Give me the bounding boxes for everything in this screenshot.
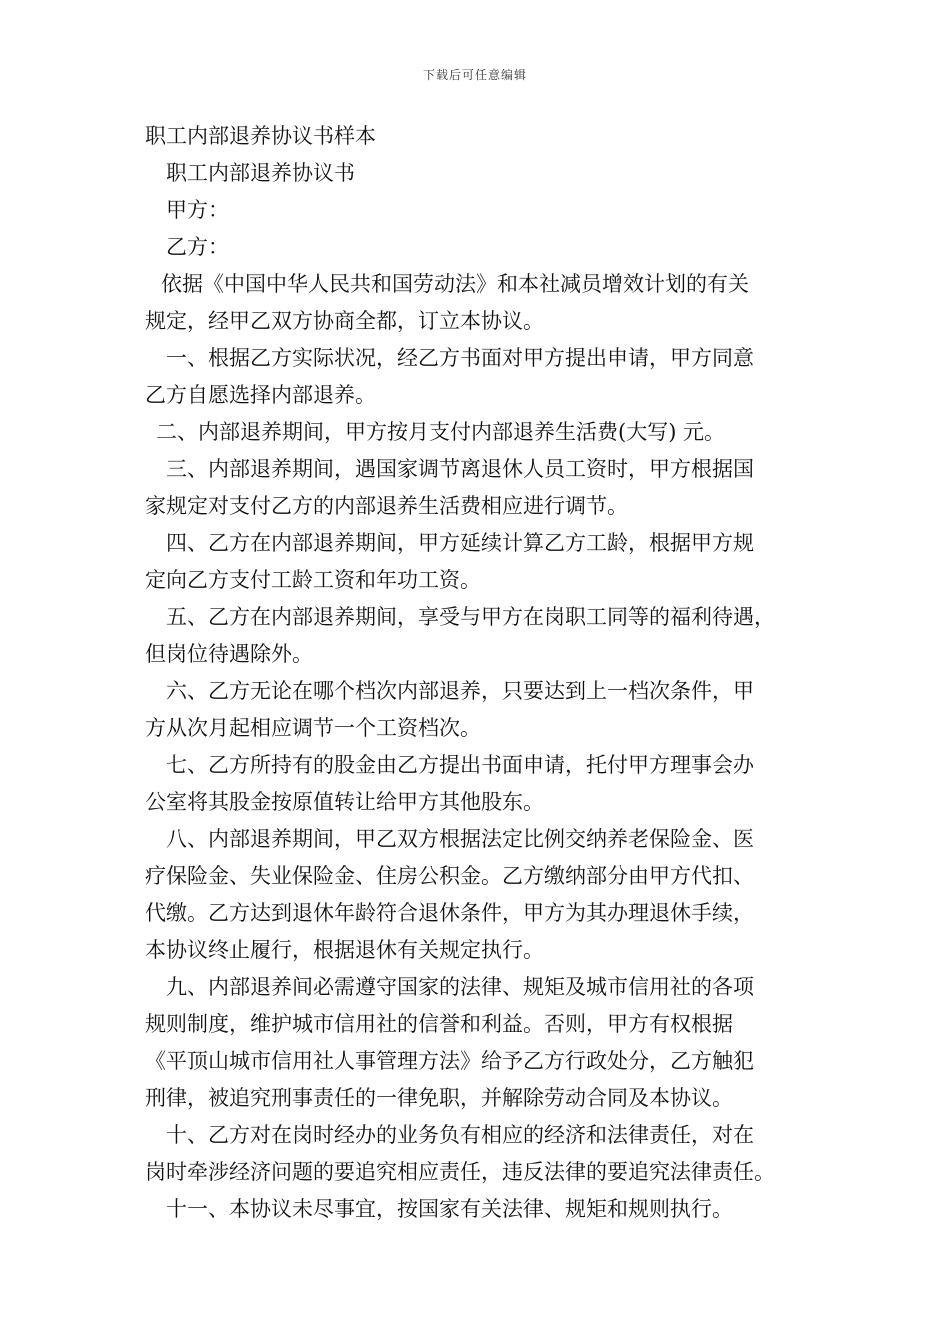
- clause-line: 八、内部退养期间，甲乙双方根据法定比例交纳养老保险金、医: [166, 827, 754, 851]
- clause-line: 代缴。乙方达到退休年龄符合退休条件，甲方为其办理退休手续，: [145, 901, 754, 925]
- agreement-clauses: [145, 266, 815, 1228]
- clause-line: 规则制度，维护城市信用社的信誉和利益。否则，甲方有权根据: [145, 1012, 733, 1036]
- clause-line: 十一、本协议未尽事宜，按国家有关法律、规矩和规则执行。: [166, 1197, 733, 1221]
- clause-line: 家规定对支付乙方的内部退养生活费相应进行调节。: [145, 494, 628, 518]
- clause-line: 七、乙方所持有的股金由乙方提出书面申请，托付甲方理事会办: [166, 753, 754, 777]
- document-body: [145, 118, 815, 1228]
- clause-line: 公室将其股金按原值转让给甲方其他股东。: [145, 790, 544, 814]
- clause-line: 岗时牵涉经济问题的要追究相应责任，违反法律的要追究法律责任。: [145, 1160, 775, 1184]
- page-header-note: 下载后可任意编辑: [422, 68, 527, 82]
- clause-line: 本协议终止履行，根据退休有关规定执行。: [145, 938, 544, 962]
- clause-line: 九、内部退养间必需遵守国家的法律、规矩及城市信用社的各项: [166, 975, 754, 999]
- clause-line: 定向乙方支付工龄工资和年功工资。: [145, 568, 481, 592]
- clause-line: 规定，经甲乙双方协商全都，订立本协议。: [145, 309, 544, 333]
- clause-line: 方从次月起相应调节一个工资档次。: [145, 716, 481, 740]
- clause-line: 六、乙方无论在哪个档次内部退养，只要达到上一档次条件，甲: [166, 679, 754, 703]
- clause-line: 乙方自愿选择内部退养。: [145, 383, 376, 407]
- clause-line: 二、内部退养期间，甲方按月支付内部退养生活费(大写) 元。: [156, 420, 726, 444]
- clause-line: 《平顶山城市信用社人事管理方法》给予乙方行政处分，乙方触犯: [145, 1049, 754, 1073]
- document-title: 职工内部退养协议书: [166, 161, 355, 185]
- clause-line: 五、乙方在内部退养期间，享受与甲方在岗职工同等的福利待遇，: [166, 605, 775, 629]
- clause-line: 一、根据乙方实际状况，经乙方书面对甲方提出申请，甲方同意: [166, 346, 754, 370]
- clause-line: 三、内部退养期间，遇国家调节离退休人员工资时，甲方根据国: [166, 457, 754, 481]
- clause-line: 疗保险金、失业保险金、住房公积金。乙方缴纳部分由甲方代扣、: [145, 864, 754, 888]
- clause-line: 十、乙方对在岗时经办的业务负有相应的经济和法律责任，对在: [166, 1123, 754, 1147]
- clause-line: 四、乙方在内部退养期间，甲方延续计算乙方工龄，根据甲方规: [166, 531, 754, 555]
- document-title-sample: 职工内部退养协议书样本: [145, 124, 376, 148]
- clause-line: 依据《中国中华人民共和国劳动法》和本社减员增效计划的有关: [161, 272, 749, 296]
- clause-line: 刑律，被追究刑事责任的一律免职，并解除劳动合同及本协议。: [145, 1086, 733, 1110]
- clause-line: 但岗位待遇除外。: [145, 642, 313, 666]
- party-b-label: 乙方：: [166, 235, 229, 259]
- party-a-label: 甲方：: [166, 198, 229, 222]
